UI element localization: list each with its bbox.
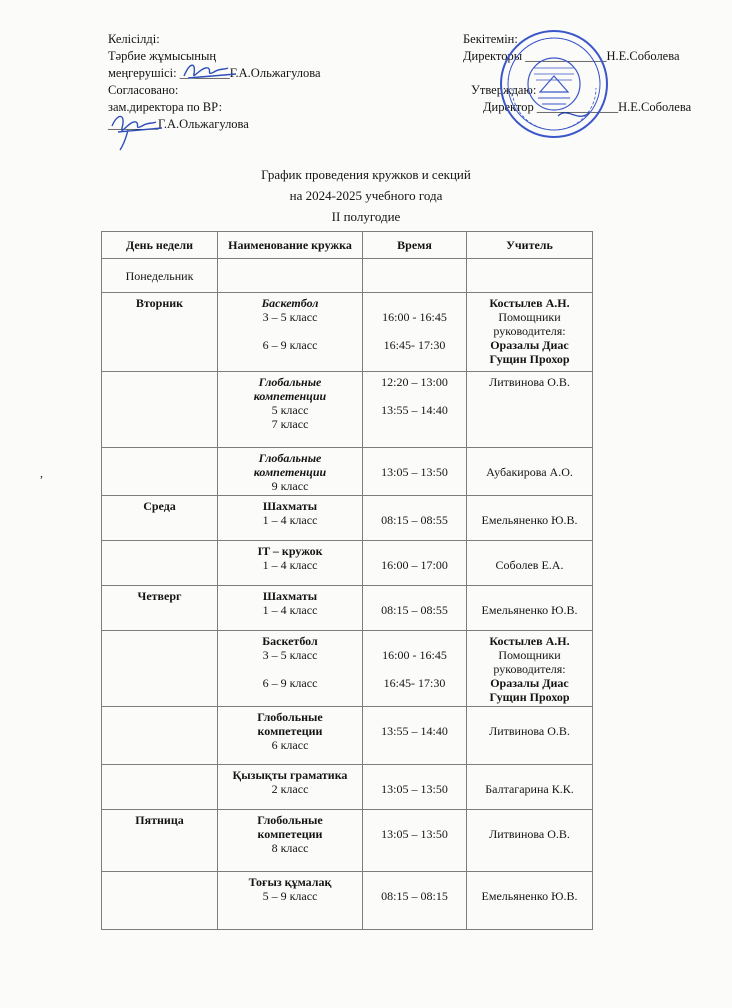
- table-row: [102, 259, 593, 293]
- cell-time: [363, 631, 467, 707]
- cell-time: [363, 810, 467, 872]
- cell-line: компетенции: [253, 389, 327, 403]
- cell-line: Гущин Прохор: [489, 690, 570, 704]
- cell-day: Четверг: [102, 586, 218, 631]
- cell-line: Шахматы: [262, 589, 318, 603]
- cell-day: [102, 631, 218, 707]
- cell-line: 08:15 – 08:15: [381, 889, 448, 903]
- cell-teacher: [467, 372, 593, 448]
- table-row: [102, 496, 593, 541]
- cell-line: Гущин Прохор: [489, 352, 570, 366]
- cell-line: 6 класс: [271, 738, 309, 752]
- schedule-table: [101, 231, 593, 930]
- cell-line: руководителя:: [493, 324, 566, 338]
- cell-line: [469, 544, 590, 558]
- cell-line: Глобольные: [257, 710, 323, 724]
- cell-line: Шахматы: [262, 499, 318, 513]
- cell-line: 08:15 – 08:55: [381, 513, 448, 527]
- cell-line: 16:45- 17:30: [383, 338, 446, 352]
- cell-teacher: [467, 707, 593, 765]
- cell-line: [220, 324, 360, 338]
- approve-ru-label: Утверждаю:: [471, 83, 537, 97]
- cell-name: [218, 448, 363, 496]
- table-row: [102, 586, 593, 631]
- cell-line: Емельяненко Ю.В.: [481, 889, 578, 903]
- cell-day: Понедельник: [102, 259, 218, 293]
- signature-mark: [178, 58, 242, 84]
- cell-line: [365, 813, 464, 827]
- cell-line: [220, 662, 360, 676]
- cell-day: [102, 872, 218, 930]
- cell-line: руководителя:: [493, 662, 566, 676]
- cell-line: компетеции: [257, 724, 323, 738]
- cell-line: [365, 662, 464, 676]
- coordinated-label: Согласовано:: [108, 83, 179, 97]
- col-header-club: Наименование кружка: [218, 232, 363, 259]
- stray-mark: ,: [40, 466, 43, 480]
- cell-line: Глобальные: [258, 375, 322, 389]
- cell-teacher: [467, 631, 593, 707]
- cell-line: 08:15 – 08:55: [381, 603, 448, 617]
- cell-time: [363, 448, 467, 496]
- cell-line: 9 класс: [271, 479, 309, 493]
- cell-teacher: [467, 765, 593, 810]
- table-row: [102, 293, 593, 372]
- cell-teacher: [467, 541, 593, 586]
- col-header-teacher: Учитель: [467, 232, 593, 259]
- cell-line: Балтагарина К.К.: [485, 782, 574, 796]
- cell-line: [469, 589, 590, 603]
- cell-line: [469, 768, 590, 782]
- cell-line: [469, 499, 590, 513]
- cell-name: [218, 765, 363, 810]
- cell-line: 2 класс: [271, 782, 309, 796]
- cell-time: [363, 765, 467, 810]
- cell-line: [365, 589, 464, 603]
- cell-line: Оразалы Диас: [490, 338, 569, 352]
- cell-teacher: [467, 872, 593, 930]
- cell-time: [363, 496, 467, 541]
- cell-line: 16:00 – 17:00: [381, 558, 448, 572]
- cell-day: Вторник: [102, 293, 218, 372]
- cell-line: 6 – 9 класс: [262, 338, 318, 352]
- cell-line: Қызықты граматика: [232, 768, 348, 782]
- cell-line: Соболев Е.А.: [495, 558, 564, 572]
- cell-line: 13:05 – 13:50: [381, 827, 448, 841]
- cell-line: компетеции: [257, 827, 323, 841]
- cell-line: Аубакирова А.О.: [486, 465, 573, 479]
- cell-line: [365, 389, 464, 403]
- cell-line: 16:45- 17:30: [383, 676, 446, 690]
- cell-name: [218, 259, 363, 293]
- cell-line: [365, 324, 464, 338]
- table-row: [102, 372, 593, 448]
- cell-line: 13:05 – 13:50: [381, 465, 448, 479]
- cell-line: Помощники: [498, 310, 561, 324]
- cell-line: [469, 875, 590, 889]
- title-line: График проведения кружков и секций: [261, 167, 471, 182]
- cell-line: [365, 296, 464, 310]
- cell-line: [365, 499, 464, 513]
- cell-day: [102, 707, 218, 765]
- cell-name: [218, 541, 363, 586]
- cell-teacher: [467, 448, 593, 496]
- table-row: [102, 541, 593, 586]
- cell-teacher: [467, 810, 593, 872]
- cell-line: [469, 813, 590, 827]
- cell-name: [218, 707, 363, 765]
- cell-line: 1 – 4 класс: [262, 513, 318, 527]
- cell-line: 8 класс: [271, 841, 309, 855]
- cell-line: 3 – 5 класс: [262, 310, 318, 324]
- agreed-signatory: меңгерушісі: ________Г.А.Ольжагулова: [108, 66, 321, 80]
- cell-time: [363, 541, 467, 586]
- col-header-time: Время: [363, 232, 467, 259]
- cell-line: компетенции: [253, 465, 327, 479]
- cell-line: [365, 451, 464, 465]
- document-title: [0, 164, 732, 227]
- cell-time: [363, 259, 467, 293]
- cell-line: Емельяненко Ю.В.: [481, 603, 578, 617]
- cell-line: 13:05 – 13:50: [381, 782, 448, 796]
- table-row: [102, 765, 593, 810]
- cell-line: 5 класс: [271, 403, 309, 417]
- cell-line: 1 – 4 класс: [262, 558, 318, 572]
- title-line: II полугодие: [331, 209, 401, 224]
- cell-line: Помощники: [498, 648, 561, 662]
- agreed-label: Келісілді:: [108, 32, 160, 46]
- cell-day: Пятница: [102, 810, 218, 872]
- cell-line: Костылев А.Н.: [489, 296, 570, 310]
- cell-name: [218, 810, 363, 872]
- cell-line: Баскетбол: [261, 296, 319, 310]
- cell-teacher: [467, 293, 593, 372]
- table-row: [102, 810, 593, 872]
- cell-teacher: [467, 496, 593, 541]
- cell-time: [363, 586, 467, 631]
- cell-time: [363, 707, 467, 765]
- table-row: [102, 872, 593, 930]
- cell-line: Литвинова О.В.: [489, 375, 570, 389]
- cell-day: [102, 765, 218, 810]
- cell-line: Емельяненко Ю.В.: [481, 513, 578, 527]
- approve-kz-signatory: Директоры _____________Н.Е.Соболева: [463, 49, 680, 63]
- signature-mark: [104, 110, 168, 152]
- cell-line: 13:55 – 14:40: [381, 403, 448, 417]
- table-row: [102, 707, 593, 765]
- cell-day: [102, 448, 218, 496]
- cell-line: Глобольные: [257, 813, 323, 827]
- cell-line: [365, 768, 464, 782]
- cell-line: Баскетбол: [262, 634, 318, 648]
- cell-name: [218, 872, 363, 930]
- cell-line: 6 – 9 класс: [262, 676, 318, 690]
- cell-name: [218, 586, 363, 631]
- cell-line: Тоғыз құмалақ: [248, 875, 332, 889]
- cell-time: [363, 372, 467, 448]
- cell-day: [102, 541, 218, 586]
- official-stamp: [498, 28, 610, 140]
- cell-line: 5 – 9 класс: [262, 889, 318, 903]
- cell-line: Литвинова О.В.: [489, 827, 570, 841]
- cell-teacher: [467, 259, 593, 293]
- cell-time: [363, 872, 467, 930]
- cell-line: 3 – 5 класс: [262, 648, 318, 662]
- cell-line: 13:55 – 14:40: [381, 724, 448, 738]
- cell-name: [218, 496, 363, 541]
- table-header-row: [102, 232, 593, 259]
- cell-line: Литвинова О.В.: [489, 724, 570, 738]
- agreed-position: Тәрбие жұмысының: [108, 49, 217, 63]
- cell-line: [469, 710, 590, 724]
- cell-line: [365, 634, 464, 648]
- cell-line: [365, 710, 464, 724]
- coordinated-signatory: ________Г.А.Ольжагулова: [108, 117, 249, 131]
- cell-name: [218, 293, 363, 372]
- cell-line: [365, 544, 464, 558]
- table-row: [102, 448, 593, 496]
- cell-line: [469, 451, 590, 465]
- cell-teacher: [467, 586, 593, 631]
- col-header-day: День недели: [102, 232, 218, 259]
- cell-line: Глобальные: [258, 451, 322, 465]
- cell-line: 7 класс: [271, 417, 309, 431]
- cell-line: [365, 875, 464, 889]
- coordinated-position: зам.директора по ВР:: [108, 100, 223, 114]
- cell-line: 12:20 – 13:00: [381, 375, 448, 389]
- cell-name: [218, 631, 363, 707]
- cell-line: 1 – 4 класс: [262, 603, 318, 617]
- cell-line: IT – кружок: [257, 544, 323, 558]
- cell-name: [218, 372, 363, 448]
- cell-time: [363, 293, 467, 372]
- approve-ru-signatory: Директор _____________Н.Е.Соболева: [483, 100, 692, 114]
- cell-day: Среда: [102, 496, 218, 541]
- title-line: на 2024-2025 учебного года: [289, 188, 443, 203]
- approve-kz-label: Бекітемін:: [463, 32, 518, 46]
- cell-line: Оразалы Диас: [490, 676, 569, 690]
- cell-day: [102, 372, 218, 448]
- cell-line: 16:00 - 16:45: [382, 648, 447, 662]
- cell-line: Костылев А.Н.: [489, 634, 570, 648]
- table-row: [102, 631, 593, 707]
- cell-line: 16:00 - 16:45: [382, 310, 447, 324]
